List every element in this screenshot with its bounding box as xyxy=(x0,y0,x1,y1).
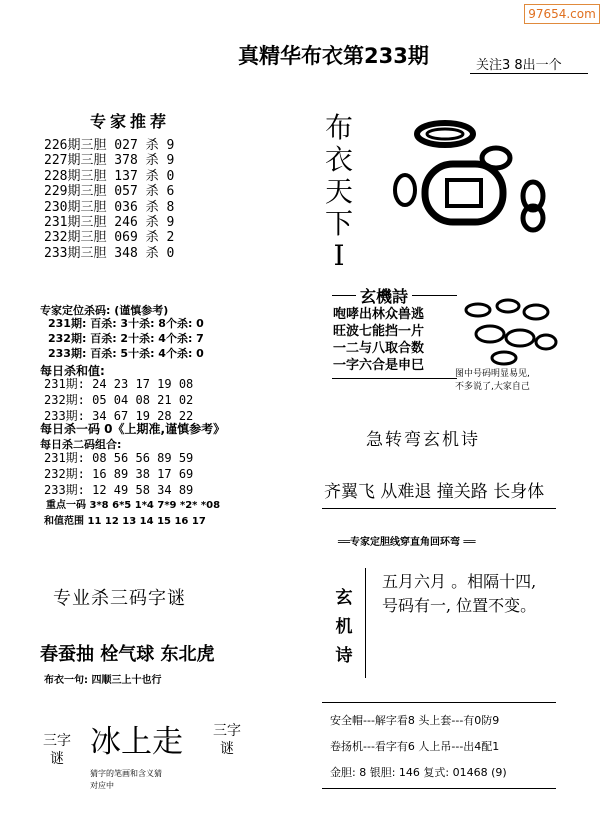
list-item: 226期三胆 027 杀 9 xyxy=(44,138,175,153)
rings-illustration xyxy=(385,118,560,238)
label-line: 三字 xyxy=(43,733,71,749)
expert-line-text: 专家定胆线穿直角回环弯 xyxy=(350,537,461,548)
poem-bottom-rule xyxy=(332,378,457,379)
key-code-row: 重点一码 3*8 6*5 1*4 7*9 *2* *08 xyxy=(46,500,221,511)
list-item: 231期: 百杀: 3十杀: 8个杀: 0 xyxy=(48,317,204,330)
list-item: 233期三胆 348 杀 0 xyxy=(44,245,175,261)
xuanji2-side xyxy=(333,584,355,671)
caption-line: 不多说了,大家自己 xyxy=(455,382,530,392)
poem-line: 咆哮出林众兽逃 xyxy=(333,307,425,322)
sum-kill-list xyxy=(44,376,193,424)
note-line: 猜字的笔画和含义猜 xyxy=(90,769,162,778)
poem-line: 五月六月 。相隔十四, xyxy=(382,572,537,591)
list-item: 232期: 16 89 38 17 69 xyxy=(44,467,194,481)
expert-recommend-heading: 专家推荐 xyxy=(90,112,171,131)
sharp-turn-rule xyxy=(322,508,556,509)
position-kill-heading: 专家定位杀码: (谨慎参考) xyxy=(40,304,169,317)
label-line: 谜 xyxy=(220,741,234,757)
watermark: 97654.com xyxy=(524,4,600,24)
hint-line: 安全帽---解字看8 头上套---有0防9 xyxy=(330,714,500,727)
riddle-main: 冰上走 xyxy=(90,724,183,760)
combo-kill-heading: 每日杀二码组合: xyxy=(40,438,122,451)
poem-caption xyxy=(455,368,567,394)
focus-underline xyxy=(470,73,588,74)
label-line: 三字 xyxy=(213,723,241,739)
bu-yi-tian-xia xyxy=(322,112,356,272)
riddle-note xyxy=(90,768,162,792)
xuanji2-lines xyxy=(382,570,536,618)
poem-line: 一二与八取合数 xyxy=(333,341,425,356)
sum-kill-heading: 每日杀和值: xyxy=(40,364,105,378)
hints-top-rule xyxy=(322,702,556,703)
expert-line: ══专家定胆线穿直角回环弯 ══ xyxy=(338,537,476,548)
list-item: 232期: 百杀: 2十杀: 4个杀: 7 xyxy=(48,332,204,345)
poem-line: 旺波七能挡一片 xyxy=(333,324,425,339)
riddle-sentence: 布衣一句: 四顺三上十也行 xyxy=(44,675,162,686)
vertical-char: I xyxy=(333,239,345,272)
vertical-char: 布 xyxy=(324,111,353,144)
xuanji-poem-lines xyxy=(333,306,424,374)
side-char: 玄 xyxy=(335,588,353,608)
sharp-turn-heading: 急转弯玄机诗 xyxy=(366,430,480,450)
list-item: 227期三胆 378 杀 9 xyxy=(44,153,175,169)
bottom-hints xyxy=(330,708,507,786)
riddle-words: 春蚕抽 栓气球 东北虎 xyxy=(40,644,215,665)
sharp-turn-poem: 齐翼飞 从难退 撞关路 长身体 xyxy=(324,482,545,502)
vertical-char: 衣 xyxy=(324,143,353,176)
xuanji-poem-heading: 玄機詩 xyxy=(356,284,412,307)
poem-line: 一字六合是申巳 xyxy=(333,358,425,373)
riddle-heading: 专业杀三码字谜 xyxy=(53,588,186,609)
sum-range-row: 和值范围 11 12 13 14 15 16 17 xyxy=(44,516,206,527)
list-item: 230期三胆 036 杀 8 xyxy=(44,199,175,215)
caption-line: 图中号码明显易见, xyxy=(455,369,530,379)
focus-note: 关注3 8出一个 xyxy=(476,58,562,73)
hint-line: 卷扬机---看字有6 人上吊---出4配1 xyxy=(330,740,500,753)
list-item: 232期三胆 069 杀 2 xyxy=(44,230,175,246)
one-code-kill-heading: 每日杀一码 0《上期准,谨慎参考》 xyxy=(40,422,226,436)
side-char: 机 xyxy=(335,617,353,637)
list-item: 228期三胆 137 杀 0 xyxy=(44,168,175,184)
riddle-left-label xyxy=(40,732,74,768)
hints-bottom-rule xyxy=(322,788,556,789)
rings-illustration-small xyxy=(460,298,562,366)
position-kill-list xyxy=(48,316,204,361)
vertical-char: 天 xyxy=(324,175,353,208)
list-item: 231期: 24 23 17 19 08 xyxy=(44,377,194,391)
note-line: 对应中 xyxy=(90,781,114,790)
label-line: 谜 xyxy=(50,751,64,767)
list-item: 231期: 08 56 56 89 59 xyxy=(44,451,194,465)
riddle-right-label xyxy=(210,722,244,758)
xuanji2-divider xyxy=(365,568,366,678)
list-item: 233期: 百杀: 5十杀: 4个杀: 0 xyxy=(48,347,204,360)
vertical-char: 下 xyxy=(324,207,353,240)
list-item: 229期三胆 057 杀 6 xyxy=(44,184,175,200)
expert-recommend-list xyxy=(44,138,174,261)
page-title: 真精华布衣第233期 xyxy=(238,44,429,68)
poem-line: 号码有一, 位置不变。 xyxy=(382,596,537,615)
list-item: 232期: 05 04 08 21 02 xyxy=(44,393,194,407)
combo-kill-list xyxy=(44,450,193,498)
list-item: 231期三胆 246 杀 9 xyxy=(44,215,175,231)
side-char: 诗 xyxy=(335,646,353,666)
list-item: 233期: 34 67 19 28 22 xyxy=(44,409,194,423)
list-item: 233期: 12 49 58 34 89 xyxy=(44,483,194,497)
hint-line: 金胆: 8 银胆: 146 复式: 01468 (9) xyxy=(330,766,507,779)
